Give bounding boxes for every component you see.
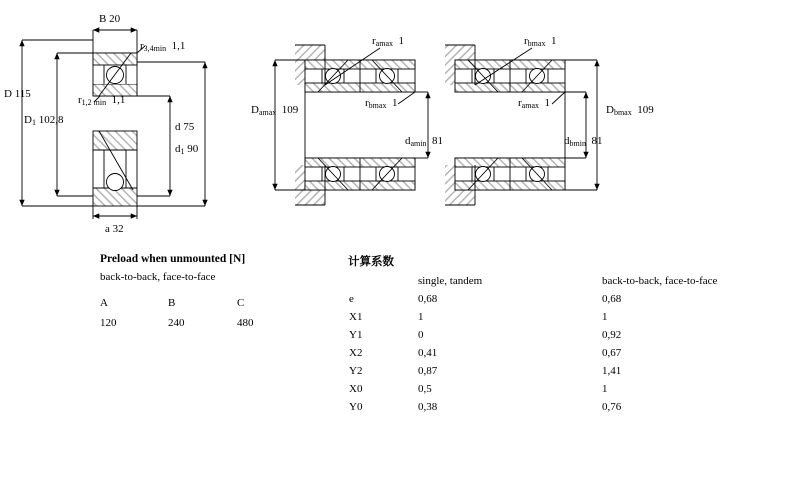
label-rbmax-top: $r_{bmax}$ 1 — [524, 35, 557, 48]
factors-row-label: X0 — [349, 383, 363, 395]
label-ramax-top: $r_{amax}$ 1 — [372, 35, 404, 48]
label-r34min: $r_{3,4min}$ 1,1 — [140, 40, 186, 53]
factors-col-btb: back-to-back, face-to-face — [602, 275, 718, 287]
factors-row-label: Y2 — [349, 365, 363, 377]
factors-row-single: 1 — [418, 311, 424, 323]
preload-col-b: B — [168, 297, 176, 309]
factors-row-single: 0,5 — [418, 383, 432, 395]
right-pair-left — [295, 45, 415, 205]
factors-row-label: Y0 — [349, 401, 363, 413]
label-ramax-mid: $r_{amax}$ 1 — [518, 97, 550, 110]
label-D: D 115 — [4, 88, 31, 100]
factors-col-single: single, tandem — [418, 275, 483, 287]
factors-row-single: 0 — [418, 329, 424, 341]
factors-row-btb: 0,76 — [602, 401, 622, 413]
factors-row-btb: 0,68 — [602, 293, 622, 305]
label-Dbmax: $D_{bmax}$ 109 — [606, 104, 654, 117]
label-d: d 75 — [175, 121, 195, 133]
factors-row-single: 0,41 — [418, 347, 438, 359]
label-a: a 32 — [105, 223, 124, 235]
label-D1: $D_1$ 102,8 — [24, 114, 64, 127]
factors-row-btb: 0,67 — [602, 347, 622, 359]
factors-row-single: 0,68 — [418, 293, 438, 305]
right-pair-right — [445, 45, 565, 205]
label-B: B 20 — [99, 13, 121, 25]
left-upper-section — [93, 53, 137, 96]
factors-row-label: X1 — [349, 311, 363, 323]
preload-col-c: C — [237, 297, 245, 309]
factors-row-single: 0,87 — [418, 365, 438, 377]
label-Damax: $D_{amax}$ 109 — [251, 104, 299, 117]
preload-val-c: 480 — [237, 317, 254, 329]
factors-row-single: 0,38 — [418, 401, 438, 413]
label-damin: $d_{amin}$ 81 — [405, 135, 443, 148]
factors-row-btb: 1 — [602, 311, 608, 323]
label-r12min: $r_{1,2 min}$ 1,1 — [78, 94, 126, 107]
preload-table-title: Preload when unmounted [N] — [100, 253, 246, 265]
factors-row-btb: 1,41 — [602, 365, 622, 377]
preload-val-b: 240 — [168, 317, 185, 329]
preload-col-a: A — [100, 297, 108, 309]
preload-val-a: 120 — [100, 317, 117, 329]
factors-row-label: e — [349, 293, 354, 305]
label-dbmin: $d_{bmin}$ 81 — [564, 135, 603, 148]
factors-row-label: Y1 — [349, 329, 363, 341]
factors-row-btb: 0,92 — [602, 329, 622, 341]
preload-table-subtitle: back-to-back, face-to-face — [100, 271, 216, 283]
factors-row-btb: 1 — [602, 383, 608, 395]
label-d1: $d_1$ 90 — [175, 143, 199, 156]
factors-row-label: X2 — [349, 347, 363, 359]
factors-table-title: 计算系数 — [348, 254, 394, 268]
left-lower-section — [93, 131, 137, 206]
label-rbmax-mid: $r_{bmax}$ 1 — [365, 97, 398, 110]
